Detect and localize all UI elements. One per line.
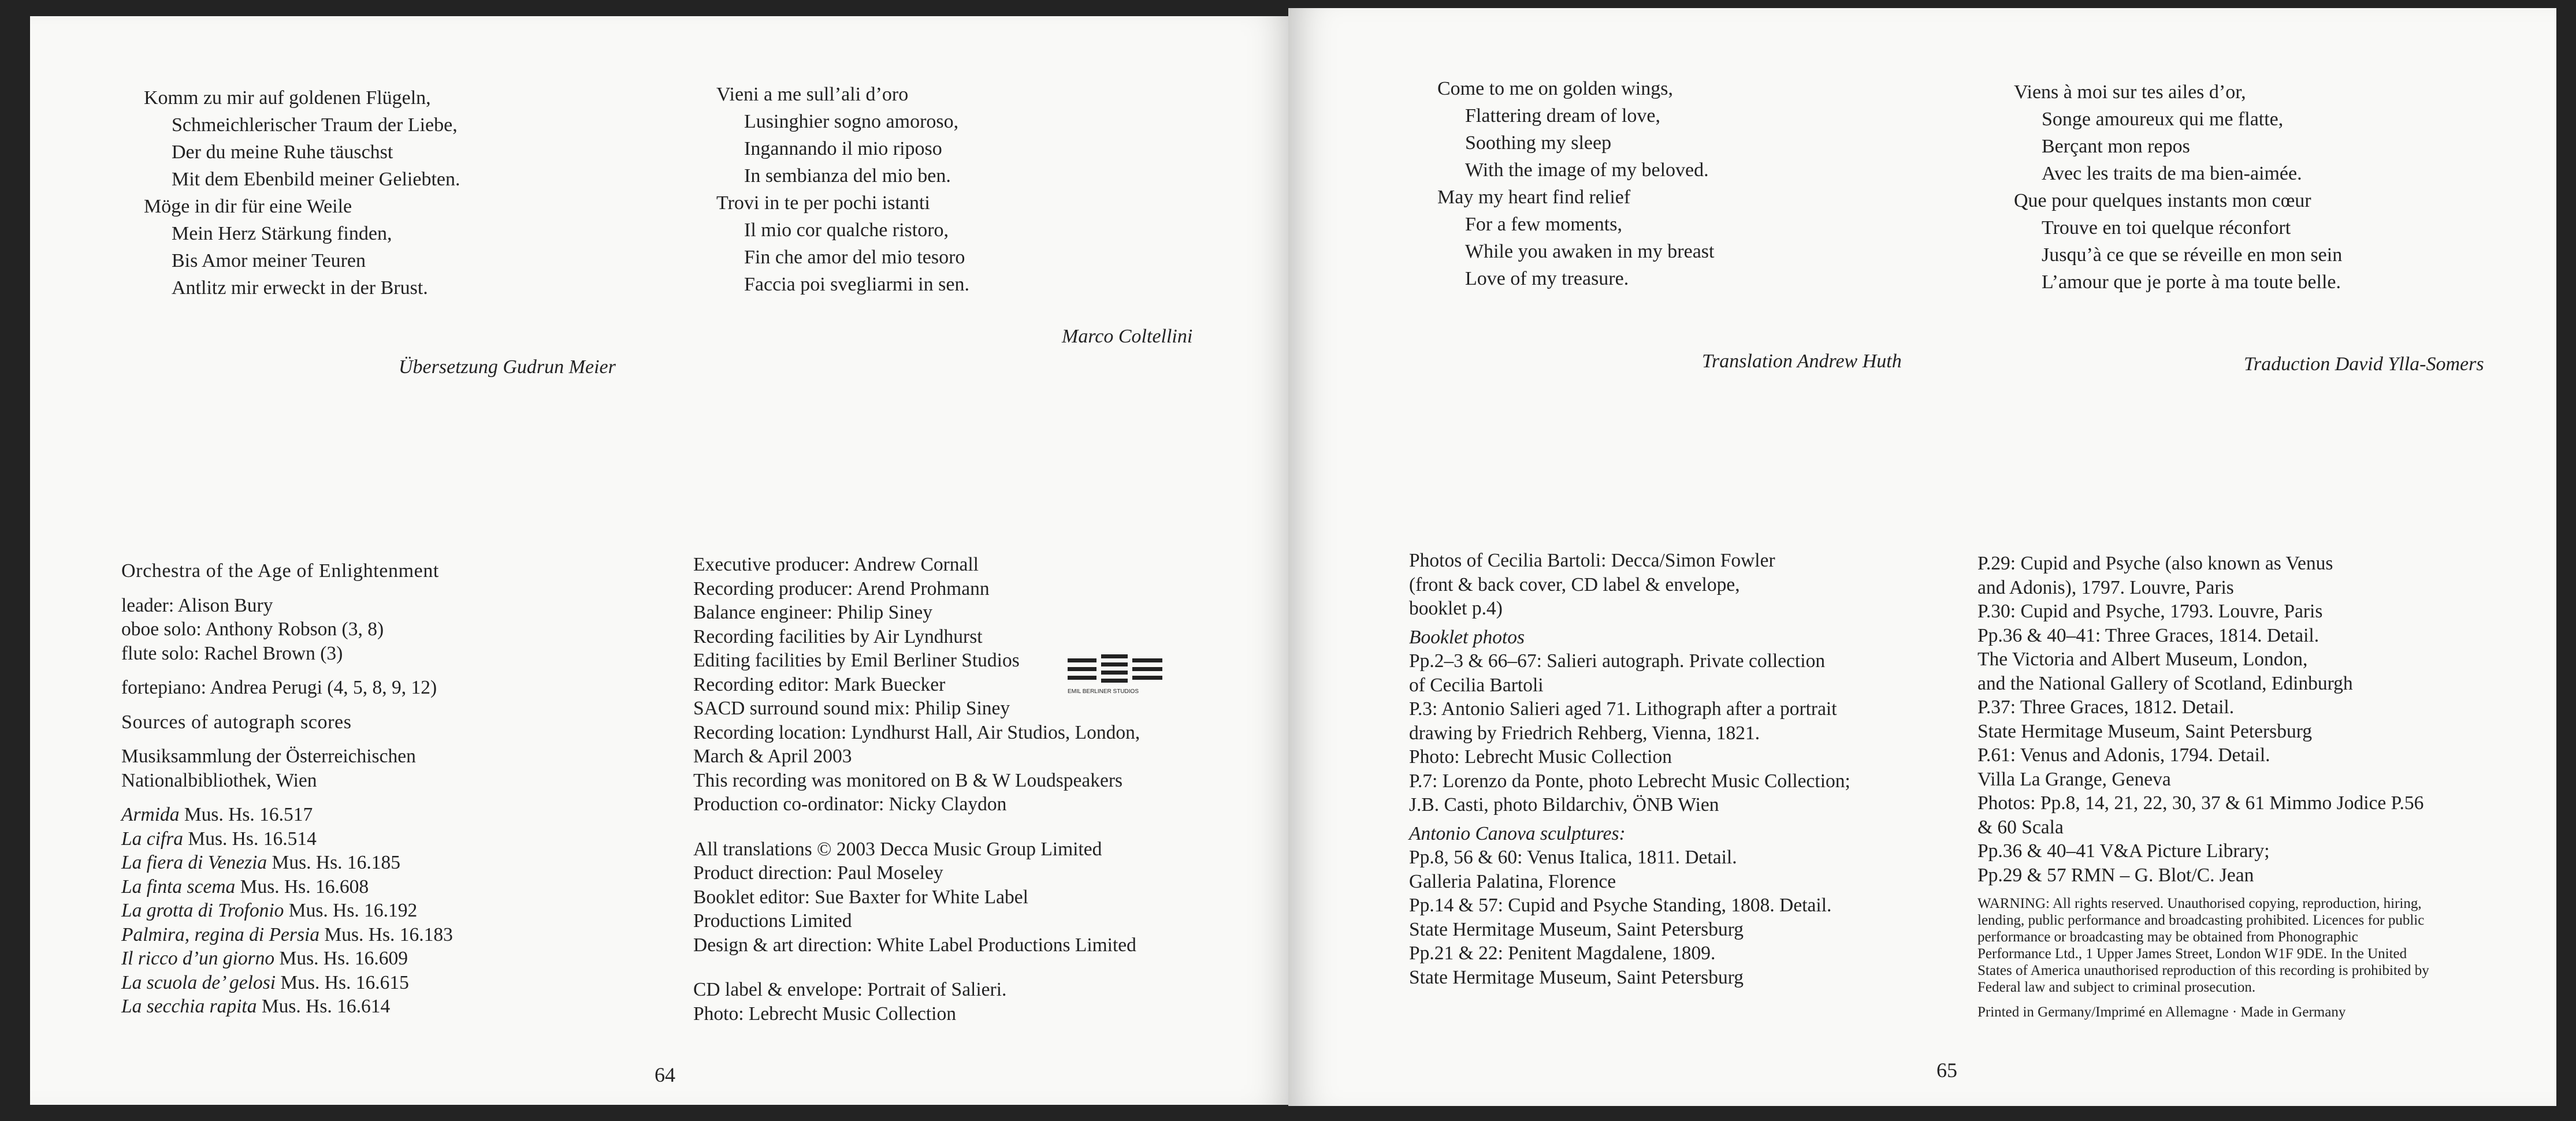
- opera-title: La cifra: [121, 828, 184, 850]
- poem-line: Antlitz mir erweckt in der Brust.: [172, 277, 428, 299]
- credit-line: State Hermitage Museum, Saint Petersburg: [1409, 918, 1744, 940]
- english-translation-credit: Translation Andrew Huth: [1702, 351, 1902, 372]
- credit-line: Pp.36 & 40–41: Three Graces, 1814. Detail.: [1977, 624, 2319, 646]
- poem-line: With the image of my beloved.: [1465, 159, 1709, 181]
- source-item: [121, 803, 453, 827]
- poem-line: Soothing my sleep: [1465, 132, 1612, 154]
- credit-line: P.3: Antonio Salieri aged 71. Lithograph after a portrait: [1409, 698, 1837, 720]
- poem-line: Vieni a me sull’ali d’oro: [716, 84, 909, 105]
- booklet-photos-heading: Booklet photos: [1409, 626, 1525, 648]
- opera-title: La secchia rapita: [121, 996, 257, 1017]
- credit-line: Product direction: Paul Moseley: [693, 862, 943, 884]
- credit-line: Photos of Cecilia Bartoli: Decca/Simon Fowler: [1409, 550, 1775, 571]
- personnel-line: oboe solo: Anthony Robson (3, 8): [121, 619, 384, 640]
- source-item: [121, 899, 453, 923]
- credit-line: Photo: Lebrecht Music Collection: [693, 1003, 956, 1025]
- poem-line: Bis Amor meiner Teuren: [172, 250, 366, 271]
- credit-line: Galleria Palatina, Florence: [1409, 870, 1616, 892]
- german-poem: [144, 84, 460, 301]
- printed-in-germany: Printed in Germany/Imprimé en Allemagne · Made in Germany: [1977, 1004, 2346, 1020]
- copyright-warning: [1977, 895, 2429, 996]
- credit-line: P.30: Cupid and Psyche, 1793. Louvre, Paris: [1977, 601, 2323, 622]
- credit-line: Pp.36 & 40–41 V&A Picture Library;: [1977, 840, 2270, 862]
- credit-line: Villa La Grange, Geneva: [1977, 768, 2171, 790]
- opera-title: Palmira, regina di Persia: [121, 923, 320, 945]
- poem-line: Berçant mon repos: [2042, 136, 2190, 157]
- poem-line: Que pour quelques instants mon cœur: [2014, 190, 2311, 211]
- poem-line: Ingannando il mio riposo: [744, 138, 942, 159]
- poem-line: Come to me on golden wings,: [1437, 78, 1673, 99]
- credit-line: drawing by Friedrich Rehberg, Vienna, 1821.: [1409, 722, 1760, 744]
- warning-line: performance or broadcasting may be obtained from Phonographic: [1977, 929, 2358, 945]
- emil-berliner-studios-logo: [1068, 651, 1172, 698]
- poem-line: Lusinghier sogno amoroso,: [744, 111, 959, 132]
- credit-line: State Hermitage Museum, Saint Petersburg: [1977, 720, 2313, 742]
- logo-text: EMIL BERLINER STUDIOS: [1068, 688, 1139, 695]
- photo-credits-right: [1977, 552, 2429, 1021]
- italian-poet-credit: Marco Coltellini: [1062, 326, 1193, 347]
- poem-line: Fin che amor del mio tesoro: [744, 247, 965, 268]
- poem-line: Faccia poi svegliarmi in sen.: [744, 274, 969, 295]
- poem-line: Der du meine Ruhe täuschst: [172, 141, 393, 163]
- credit-line: All translations © 2003 Decca Music Group Limited: [693, 838, 1102, 860]
- source-item: [121, 827, 453, 851]
- manuscript-ref: Mus. Hs. 16.514: [188, 828, 317, 850]
- credit-line: Productions Limited: [693, 910, 852, 932]
- opera-title: La grotta di Trofonio: [121, 900, 284, 921]
- credit-line: Pp.29 & 57 RMN – G. Blot/C. Jean: [1977, 864, 2254, 886]
- credit-line: of Cecilia Bartoli: [1409, 674, 1544, 696]
- poem-line: Il mio cor qualche ristoro,: [744, 219, 949, 241]
- source-item: [121, 923, 453, 947]
- credit-line: P.29: Cupid and Psyche (also known as Venus: [1977, 553, 2333, 574]
- library-name: [121, 744, 453, 792]
- poem-line: In sembianza del mio ben.: [744, 165, 951, 187]
- production-credits: [693, 553, 1140, 1026]
- personnel-line: leader: Alison Bury: [121, 594, 273, 616]
- photo-credits-intro: [1409, 549, 1850, 621]
- credit-line: Pp.21 & 22: Penitent Magdalene, 1809.: [1409, 943, 1716, 964]
- credit-line: Executive producer: Andrew Cornall: [693, 554, 979, 575]
- page-number-right: 65: [1936, 1059, 1957, 1082]
- source-item: [121, 971, 453, 995]
- credit-line: (front & back cover, CD label & envelope,: [1409, 573, 1740, 595]
- orchestra-heading: Orchestra of the Age of Enlightenment: [121, 560, 439, 582]
- manuscript-ref: Mus. Hs. 16.192: [288, 900, 418, 921]
- canova-heading: Antonio Canova sculptures:: [1409, 822, 1626, 844]
- poem-line: Trouve en toi quelque réconfort: [2042, 217, 2291, 239]
- credit-line: State Hermitage Museum, Saint Petersburg: [1409, 966, 1744, 988]
- poem-line: Love of my treasure.: [1465, 268, 1629, 289]
- source-item: [121, 995, 453, 1019]
- source-item: [121, 875, 453, 899]
- canova-sculptures-list: [1409, 846, 1850, 989]
- photo-credits-left: [1409, 549, 1850, 989]
- manuscript-ref: Mus. Hs. 16.183: [324, 923, 453, 945]
- orchestra-sources-column: [121, 559, 453, 1019]
- manuscript-ref: Mus. Hs. 16.615: [280, 971, 409, 993]
- poem-line: Flattering dream of love,: [1465, 105, 1661, 126]
- credit-line: Balance engineer: Philip Siney: [693, 602, 932, 623]
- poem-line: While you awaken in my breast: [1465, 241, 1715, 262]
- poem-line: Avec les traits de ma bien-aimée.: [2042, 163, 2302, 184]
- manuscript-ref: Mus. Hs. 16.614: [261, 996, 391, 1017]
- poem-line: Mein Herz Stärkung finden,: [172, 223, 392, 244]
- credit-line: This recording was monitored on B & W Loudspeakers: [693, 769, 1123, 791]
- credit-line: Photos: Pp.8, 14, 21, 22, 30, 37 & 61 Mimmo Jodice P.56: [1977, 792, 2424, 814]
- italian-poem: [716, 81, 969, 298]
- credit-line: Pp.8, 56 & 60: Venus Italica, 1811. Detail.: [1409, 847, 1737, 868]
- credit-line: Booklet editor: Sue Baxter for White Label: [693, 886, 1028, 908]
- poem-line: For a few moments,: [1465, 214, 1622, 235]
- credit-line: and Adonis), 1797. Louvre, Paris: [1977, 576, 2234, 598]
- credit-line: Photo: Lebrecht Music Collection: [1409, 746, 1672, 768]
- poem-line: Jusqu’à ce que se réveille en mon sein: [2042, 244, 2343, 266]
- credit-line: P.61: Venus and Adonis, 1794. Detail.: [1977, 744, 2270, 766]
- credit-line: P.7: Lorenzo da Ponte, photo Lebrecht Music Collection;: [1409, 770, 1850, 792]
- credit-line: March & April 2003: [693, 746, 852, 767]
- poem-line: Möge in dir für eine Weile: [144, 196, 352, 217]
- warning-line: Federal law and subject to criminal prosecution.: [1977, 980, 2256, 995]
- opera-title: La finta scema: [121, 876, 236, 897]
- credit-line: Recording location: Lyndhurst Hall, Air Studios, London,: [693, 721, 1140, 743]
- opera-title: La fiera di Venezia: [121, 852, 267, 873]
- fortepiano-credit: fortepiano: Andrea Perugi (4, 5, 8, 9, 12): [121, 677, 437, 698]
- credit-line: Recording facilities by Air Lyndhurst: [693, 625, 983, 647]
- credit-line: Production co-ordinator: Nicky Claydon: [693, 794, 1007, 815]
- poem-line: Komm zu mir auf goldenen Flügeln,: [144, 87, 431, 109]
- poem-line: Viens à moi sur tes ailes d’or,: [2014, 81, 2246, 103]
- warning-line: Performance Ltd., 1 Upper James Street, London W1F 9DE. In the United: [1977, 946, 2407, 962]
- french-translation-credit: Traduction David Ylla-Somers: [2244, 353, 2484, 375]
- warning-line: WARNING: All rights reserved. Unauthorised copying, reproduction, hiring,: [1977, 896, 2422, 911]
- opera-title: La scuola de’ gelosi: [121, 971, 276, 993]
- poem-line: Mit dem Ebenbild meiner Geliebten.: [172, 169, 460, 190]
- poem-line: Trovi in te per pochi istanti: [716, 192, 930, 214]
- credit-line: Recording producer: Arend Prohmann: [693, 578, 990, 599]
- autograph-sources-list: [121, 803, 453, 1019]
- credit-line: SACD surround sound mix: Philip Siney: [693, 698, 1010, 719]
- personnel-line: flute solo: Rachel Brown (3): [121, 642, 343, 664]
- credit-line: CD label & envelope: Portrait of Salieri.: [693, 979, 1007, 1000]
- credit-line: The Victoria and Albert Museum, London,: [1977, 649, 2308, 670]
- french-poem: [2014, 79, 2342, 296]
- english-poem: [1437, 75, 1714, 292]
- library-line: Nationalbibliothek, Wien: [121, 769, 317, 791]
- german-translation-credit: Übersetzung Gudrun Meier: [399, 356, 616, 378]
- source-item: [121, 947, 453, 971]
- orchestra-personnel: [121, 594, 453, 666]
- canova-sculptures-list-continued: [1977, 552, 2429, 887]
- poem-line: Schmeichlerischer Traum der Liebe,: [172, 114, 458, 136]
- warning-line: lending, public performance and broadcasting prohibited. Licences for public: [1977, 913, 2425, 928]
- manuscript-ref: Mus. Hs. 16.609: [279, 948, 408, 969]
- poem-line: Songe amoureux qui me flatte,: [2042, 109, 2284, 130]
- manuscript-ref: Mus. Hs. 16.608: [240, 876, 369, 897]
- library-line: Musiksammlung der Österreichischen: [121, 746, 416, 767]
- credit-line: booklet p.4): [1409, 598, 1503, 619]
- credit-line: Design & art direction: White Label Productions Limited: [693, 934, 1136, 956]
- opera-title: Armida: [121, 804, 180, 825]
- poem-line: L’amour que je porte à ma toute belle.: [2042, 271, 2341, 293]
- booklet-photos-list: [1409, 649, 1850, 817]
- manuscript-ref: Mus. Hs. 16.185: [272, 852, 400, 873]
- credit-line: P.37: Three Graces, 1812. Detail.: [1977, 697, 2235, 718]
- warning-line: States of America unauthorised reproduction of this recording is prohibited by: [1977, 963, 2429, 978]
- credit-line: and the National Gallery of Scotland, Edinburgh: [1977, 672, 2353, 694]
- credit-line: Editing facilities by Emil Berliner Studios: [693, 650, 1020, 671]
- page-number-left: 64: [655, 1063, 675, 1086]
- credit-line: & 60 Scala: [1977, 816, 2064, 838]
- source-item: [121, 851, 453, 875]
- production-credits-3: [693, 978, 1140, 1026]
- credit-line: Pp.2–3 & 66–67: Salieri autograph. Private collection: [1409, 650, 1826, 672]
- credit-line: Recording editor: Mark Buecker: [693, 673, 946, 695]
- opera-title: Il ricco d’un giorno: [121, 948, 275, 969]
- production-credits-2: [693, 837, 1140, 958]
- manuscript-ref: Mus. Hs. 16.517: [184, 804, 313, 825]
- sources-heading: Sources of autograph scores: [121, 711, 352, 733]
- poem-line: May my heart find relief: [1437, 187, 1631, 208]
- credit-line: Pp.14 & 57: Cupid and Psyche Standing, 1808. Detail.: [1409, 895, 1832, 916]
- credit-line: J.B. Casti, photo Bildarchiv, ÖNB Wien: [1409, 794, 1719, 815]
